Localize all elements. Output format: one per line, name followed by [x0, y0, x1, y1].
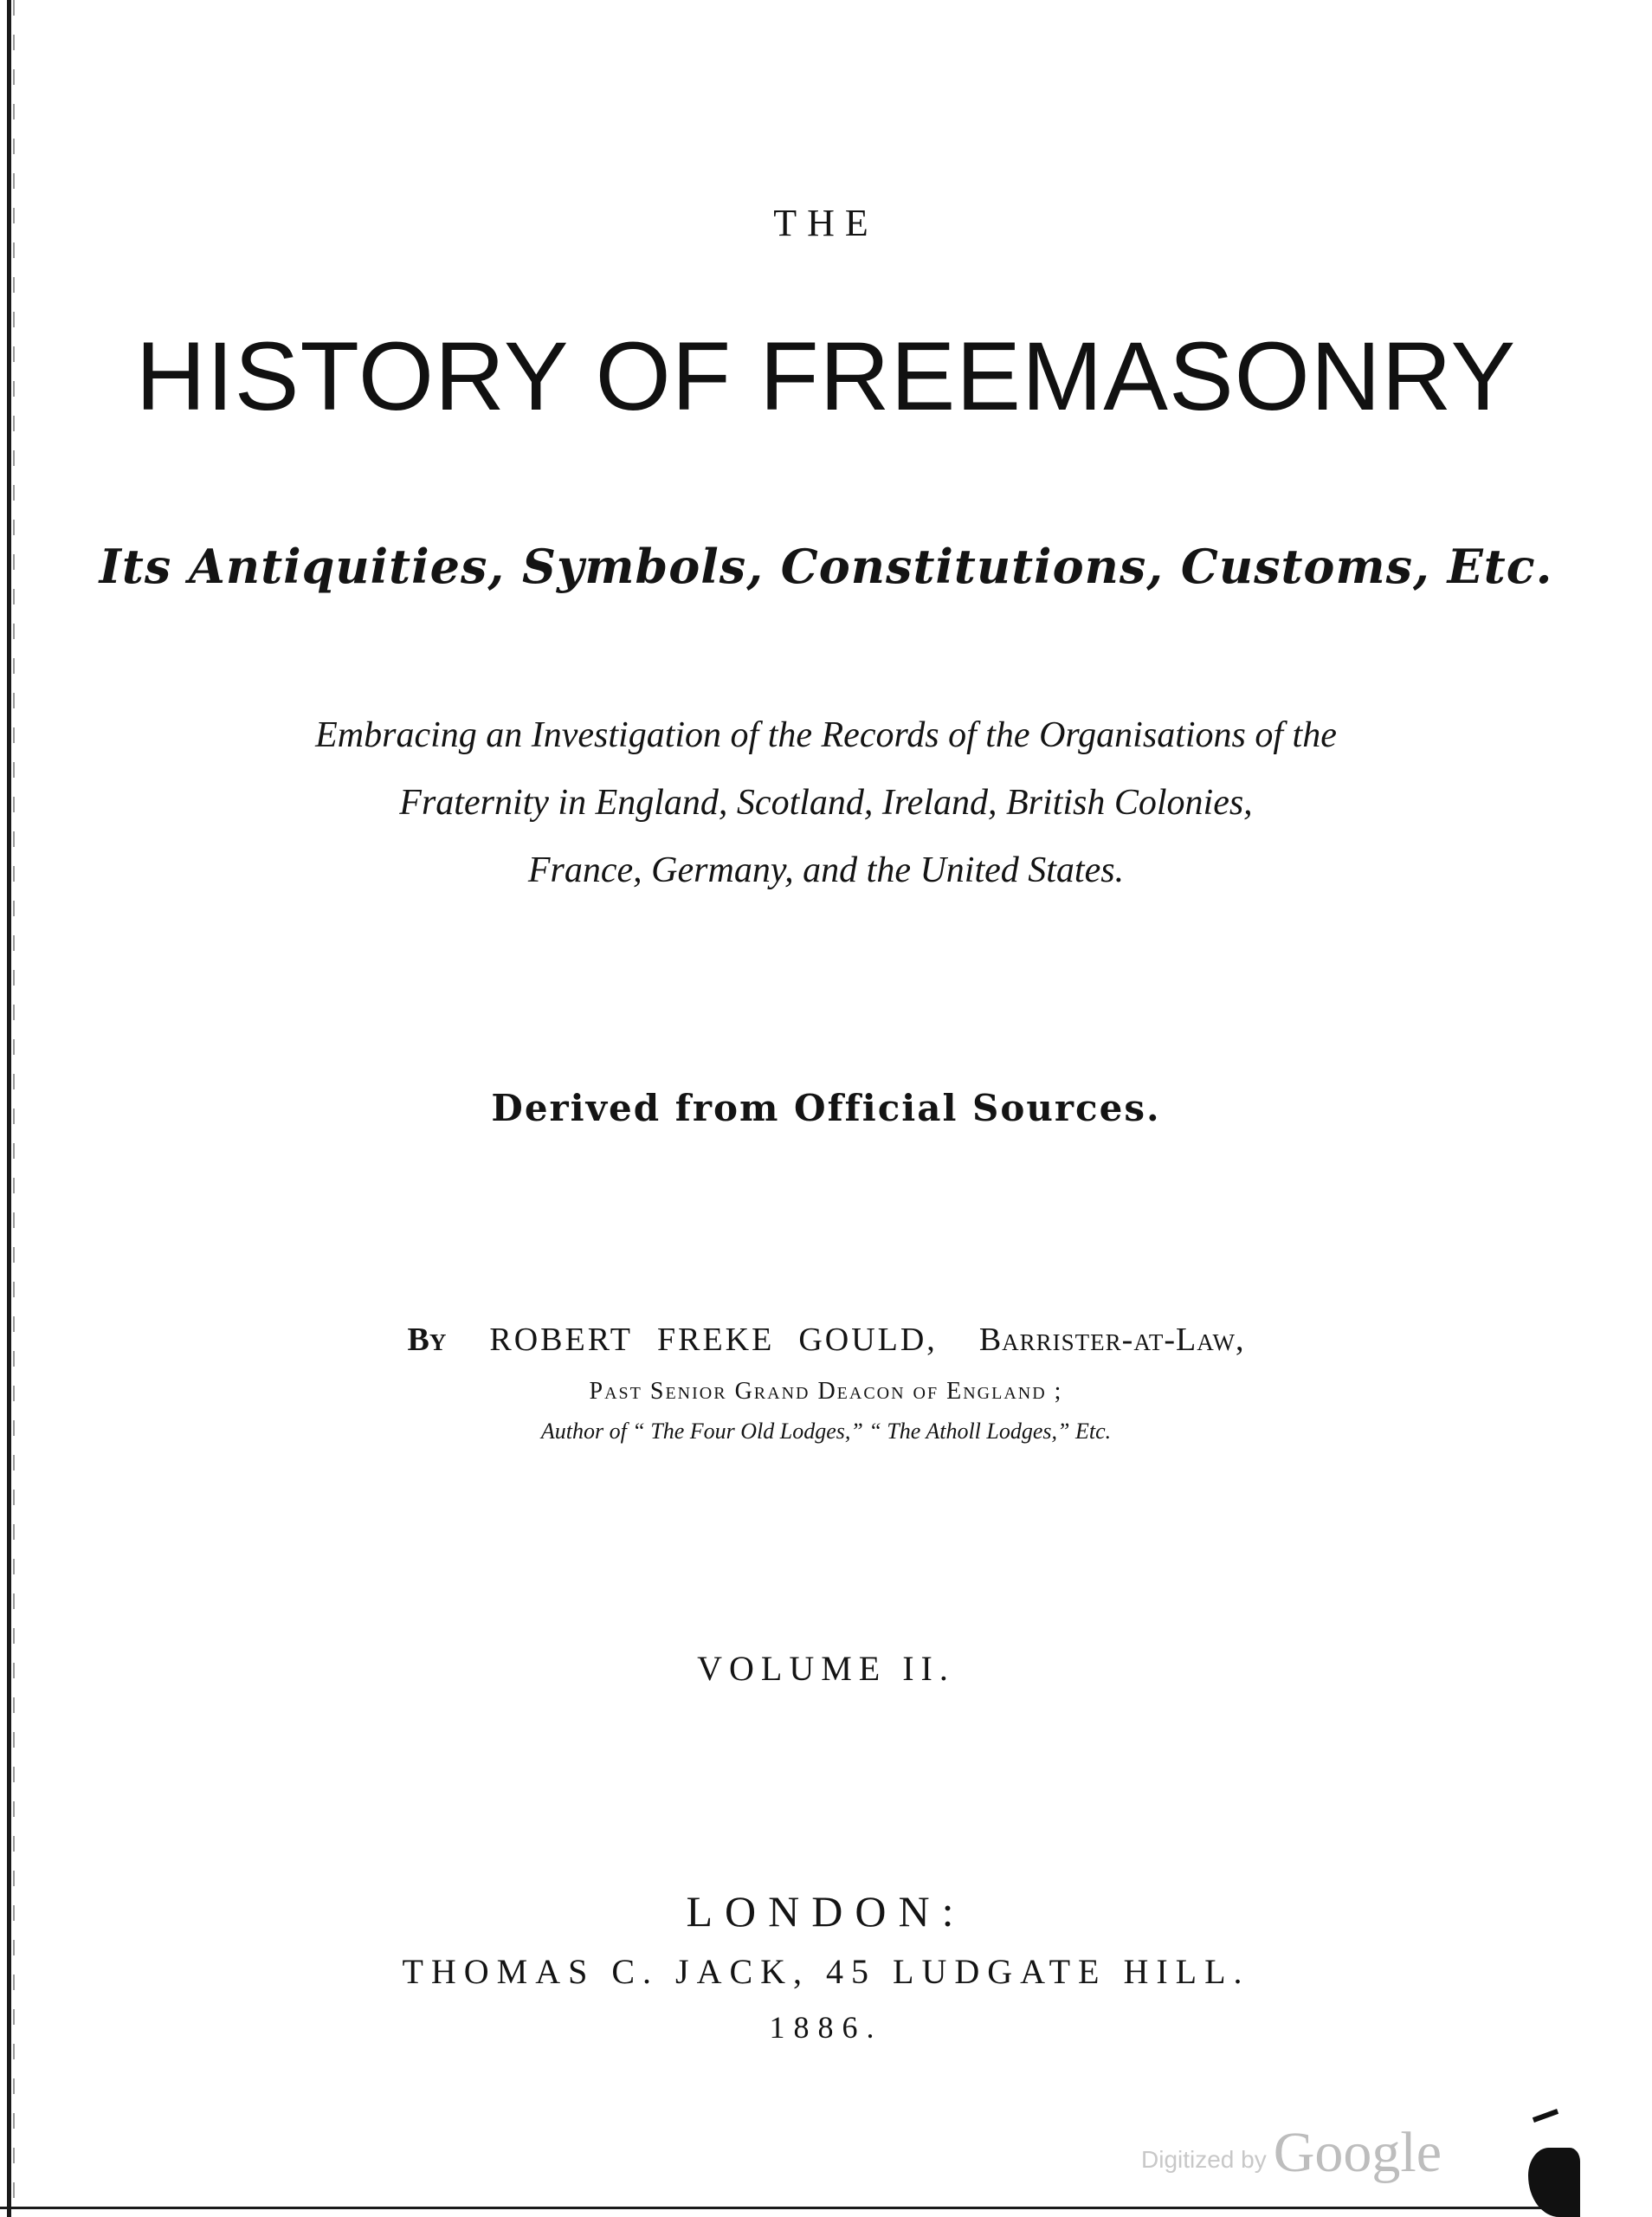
author-last-name: GOULD, [798, 1322, 938, 1358]
description-line-1: Embracing an Investigation of the Records of the Organisations of the [315, 715, 1337, 755]
derived-from-sources: Derived from Official Sources. [491, 1087, 1161, 1129]
scan-smudge-mark [1533, 2109, 1558, 2123]
book-subtitle: Its Antiquities, Symbols, Constitutions, Customs, Etc. [99, 539, 1553, 594]
author-byline [0, 1321, 1652, 1359]
by-label: By [407, 1322, 447, 1358]
author-name [477, 1322, 949, 1358]
book-title: HISTORY OF FREEMASONRY [135, 322, 1517, 430]
google-logo: Google [1273, 2121, 1442, 2184]
publisher-address: THOMAS C. JACK, 45 LUDGATE HILL. [402, 1952, 1250, 1991]
author-office: Past Senior Grand Deacon of England ; [589, 1378, 1063, 1405]
description-line-3: France, Germany, and the United States. [527, 850, 1125, 890]
volume-number: VOLUME II. [697, 1649, 955, 1688]
publication-year: 1886. [769, 2010, 883, 2045]
author-first-name: ROBERT [489, 1322, 633, 1358]
author-other-works: Author of “ The Four Old Lodges,” “ The Atholl Lodges,” Etc. [540, 1419, 1112, 1444]
digitized-watermark [1141, 2120, 1442, 2186]
digitized-by-text: Digitized by [1141, 2146, 1267, 2173]
publication-city: LONDON: [686, 1887, 966, 1936]
the-heading: THE [773, 202, 879, 244]
author-title: Barrister-at-Law, [978, 1322, 1245, 1358]
author-middle-name: FREKE [656, 1322, 775, 1358]
scan-edge-bottom [0, 2207, 1541, 2209]
description-line-2: Fraternity in England, Scotland, Ireland, British Colonies, [399, 783, 1253, 823]
